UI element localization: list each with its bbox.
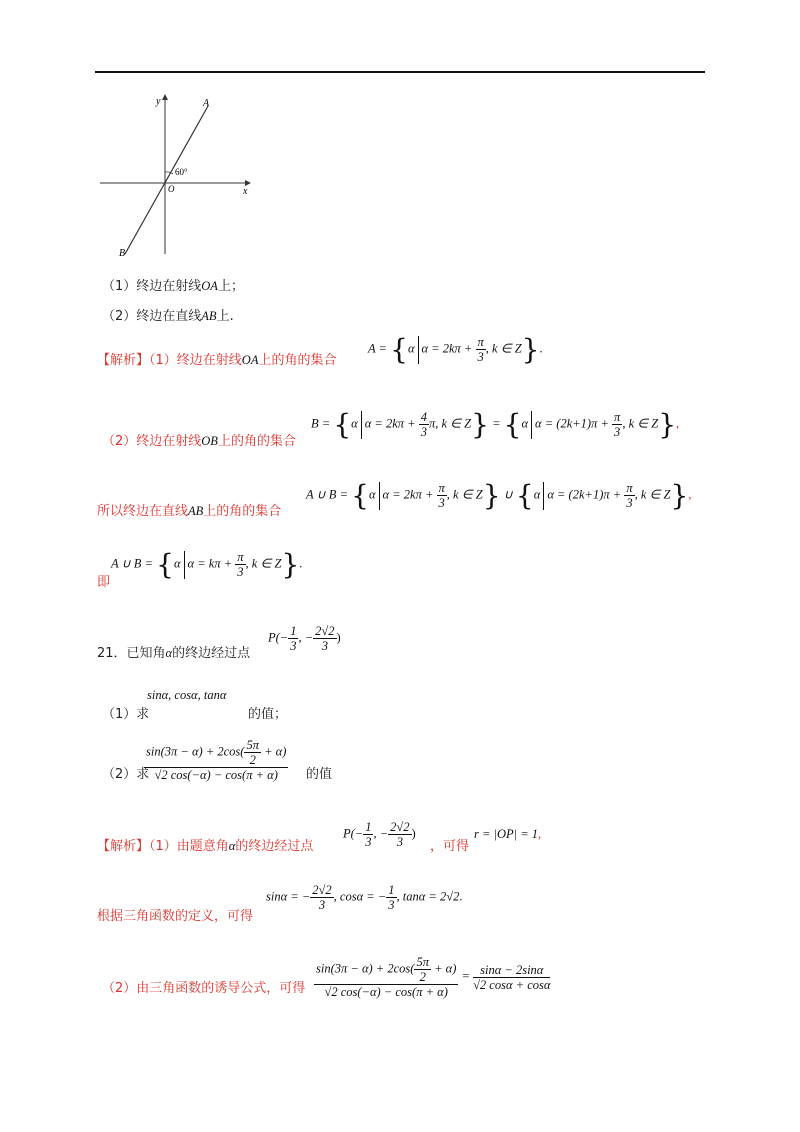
y-axis-arrow-icon bbox=[162, 94, 168, 100]
q20-part1: （1）终边在射线OA上； bbox=[102, 279, 244, 294]
q21-sol2-values: sinα = − $\frac{2√2}{3}$ , cosα = − $\frac{1}{3}$ , tanα = 2√2. bbox=[266, 883, 463, 912]
q21-solution-1-end: ，可得 bbox=[430, 839, 470, 854]
q20-solution-3: 所以终边在直线AB上的角的集合 bbox=[97, 504, 282, 519]
header-rule bbox=[95, 71, 705, 73]
b-label: B bbox=[119, 248, 126, 259]
q21-solution-3: （2）由三角函数的诱导公式，可得 bbox=[102, 981, 306, 996]
q21-sol1-radius: r = |OP| = 1, bbox=[474, 827, 542, 841]
q20-part2: （2）终边在直线AB上. bbox=[102, 309, 234, 324]
q21-sol1-point: P(− $\frac{1}{3}$ , − $\frac{2√2}{3}$ ) bbox=[343, 820, 416, 849]
q21-part1: （1）求 bbox=[102, 707, 150, 722]
point-p-coords: P(− $\frac{1}{3}$ , − $\frac{2√2}{3}$ ) bbox=[268, 624, 341, 653]
q21-part2: （2）求 bbox=[102, 767, 150, 782]
angle-arc bbox=[165, 172, 173, 174]
q21-sol3-identity: sin(3π − α) + 2cos( $\frac{5\pi}{2}$ + α) √2 cos(−α) − cos(π + α) = $\frac{\sin\alpha - 2\sin\alpha}{√2 \cos\alpha + \cos\alpha}$ bbox=[316, 955, 551, 999]
q20-solution-2: （2）终边在射线OB上的角的集合 bbox=[102, 434, 296, 449]
q21-part1-end: 的值； bbox=[248, 707, 288, 722]
formula-set-b: B = {α α = 2kπ + $\frac{4}{3}$ π, k ∈ Z} = {α α = (2k+1)π + $\frac{\pi}{3}$ , k ∈ Z}, bbox=[311, 408, 680, 441]
q21-solution-2: 根据三角函数的定义，可得 bbox=[97, 909, 254, 924]
formula-union-result: A ∪ B = {α α = kπ + $\frac{\pi}{3}$ , k ∈ Z}. bbox=[111, 548, 303, 581]
formula-set-a: A = {α α = 2kπ + $\frac{\pi}{3}$ , k ∈ Z}. bbox=[368, 333, 543, 366]
q21-part2-fraction: sin(3π − α) + 2cos( $\frac{5\pi}{2}$ + α) √2 cos(−α) − cos(π + α) bbox=[146, 738, 287, 782]
q20-solution-1: 【解析】（1）终边在射线OA上的角的集合 bbox=[97, 353, 337, 368]
line-ab bbox=[125, 106, 208, 254]
q21-part2-end: 的值 bbox=[306, 767, 333, 782]
q21-stem: 21．已知角α的终边经过点 bbox=[97, 646, 251, 661]
a-label: A bbox=[203, 98, 210, 109]
q21-part1-expr: sinα, cosα, tanα bbox=[147, 688, 227, 702]
y-label: y bbox=[156, 96, 161, 107]
angle-label: 60° bbox=[175, 167, 188, 177]
o-label: O bbox=[168, 184, 175, 194]
x-label: x bbox=[243, 186, 248, 197]
formula-union: A ∪ B = {α α = 2kπ + $\frac{\pi}{3}$ , k ∈ Z} ∪ {α α = (2k+1)π + $\frac{\pi}{3}$ , k ∈ Z}, bbox=[306, 479, 692, 512]
angle-figure bbox=[95, 92, 255, 260]
q21-solution-1: 【解析】（1）由题意角α的终边经过点 bbox=[97, 839, 314, 854]
q20-solution-4: 即 bbox=[97, 575, 111, 590]
